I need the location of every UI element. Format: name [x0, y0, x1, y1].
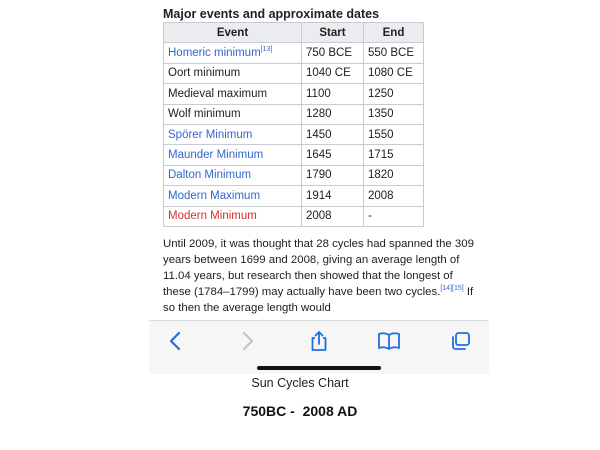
- end-cell: 1350: [364, 104, 424, 124]
- end-cell: 1820: [364, 165, 424, 185]
- event-link[interactable]: Dalton Minimum: [168, 169, 252, 182]
- table-header-row: [164, 23, 424, 43]
- table-row: [164, 84, 424, 104]
- end-cell: 550 BCE: [364, 43, 424, 63]
- end-cell: 1715: [364, 145, 424, 165]
- back-icon: [168, 331, 182, 351]
- reference-link[interactable]: [13]: [260, 46, 273, 54]
- event-link: Oort minimum: [168, 67, 241, 80]
- event-cell: [164, 145, 302, 165]
- event-link[interactable]: Homeric minimum: [168, 47, 261, 60]
- table-row: [164, 124, 424, 144]
- table-row: [164, 145, 424, 165]
- event-cell: [164, 84, 302, 104]
- start-cell: 1040 CE: [302, 63, 364, 83]
- event-cell: [164, 124, 302, 144]
- event-cell: [164, 43, 302, 63]
- end-cell: 1550: [364, 124, 424, 144]
- phone-screenshot: [149, 0, 489, 374]
- tabs-icon: [450, 331, 472, 351]
- event-cell: [164, 186, 302, 206]
- end-cell: 2008: [364, 186, 424, 206]
- start-cell: 1450: [302, 124, 364, 144]
- start-cell: 1914: [302, 186, 364, 206]
- event-cell: [164, 206, 302, 226]
- browser-toolbar: [149, 320, 489, 374]
- start-cell: 1100: [302, 84, 364, 104]
- table-body: [164, 43, 424, 227]
- table-row: [164, 206, 424, 226]
- reference-link[interactable]: [14][15]: [440, 285, 464, 293]
- events-table: [163, 22, 424, 227]
- start-cell: 2008: [302, 206, 364, 226]
- table-row: [164, 186, 424, 206]
- event-link: Medieval maximum: [168, 87, 268, 100]
- column-header-event[interactable]: Event: [164, 23, 302, 43]
- table-row: [164, 165, 424, 185]
- start-cell: 1790: [302, 165, 364, 185]
- share-icon: [309, 330, 329, 352]
- event-link[interactable]: Modern Minimum: [168, 210, 257, 223]
- forward-button[interactable]: [233, 329, 263, 353]
- table-caption: Major events and approximate dates: [163, 7, 380, 21]
- slide-caption-title: Sun Cycles Chart: [251, 376, 349, 390]
- start-cell: 1280: [302, 104, 364, 124]
- bookmarks-button[interactable]: [374, 329, 404, 353]
- event-link: Wolf minimum: [168, 108, 241, 121]
- table-row: [164, 104, 424, 124]
- slide-caption-range: 750BC - 2008 AD: [242, 403, 358, 419]
- end-cell: 1250: [364, 84, 424, 104]
- article-paragraph: [163, 236, 475, 316]
- end-cell: -: [364, 206, 424, 226]
- back-button[interactable]: [160, 329, 190, 353]
- forward-icon: [241, 331, 255, 351]
- article-text: Until 2009, it was thought that 28 cycles had spanned the 309 years between 1699 and 2008, giving an average length of 11.04 years, but research then showed that the longest of these (1784–1799) may actually have been two: [163, 238, 474, 299]
- event-cell: [164, 165, 302, 185]
- table-row: [164, 63, 424, 83]
- event-cell: [164, 104, 302, 124]
- event-link[interactable]: Maunder Minimum: [168, 149, 264, 162]
- bookmarks-icon: [377, 331, 401, 351]
- article-cut-word: cycles.: [405, 286, 441, 299]
- end-cell: 1080 CE: [364, 63, 424, 83]
- column-header-start[interactable]: Start: [302, 23, 364, 43]
- event-link[interactable]: Modern Maximum: [168, 189, 261, 202]
- start-cell: 1645: [302, 145, 364, 165]
- column-header-end[interactable]: End: [364, 23, 424, 43]
- article-cut-tail: If so then the average length would: [163, 286, 474, 315]
- home-indicator[interactable]: [257, 366, 381, 370]
- tabs-button[interactable]: [446, 329, 476, 353]
- table-row: [164, 43, 424, 63]
- event-cell: [164, 63, 302, 83]
- start-cell: 750 BCE: [302, 43, 364, 63]
- event-link[interactable]: Spörer Minimum: [168, 128, 253, 141]
- share-button[interactable]: [304, 329, 334, 353]
